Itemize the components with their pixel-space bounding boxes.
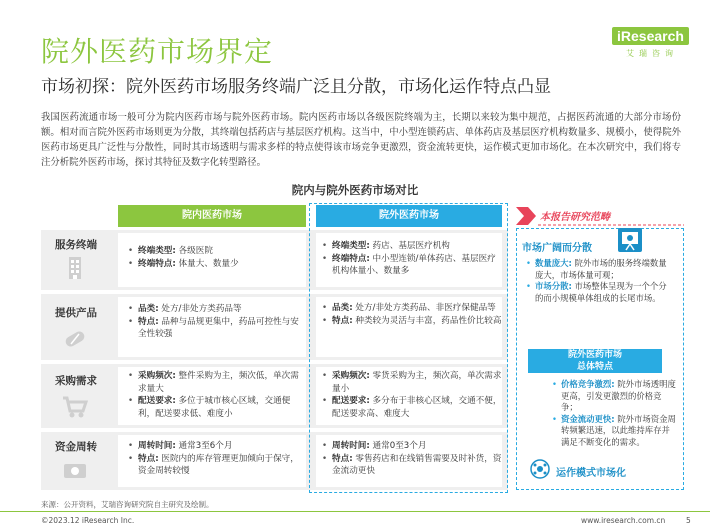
item-value: 零货采购为主，频次高，单次需求量小 <box>332 371 502 394</box>
brand-logo <box>612 26 692 59</box>
cell-service-inside <box>128 245 300 270</box>
pill-line-2: 总体特点 <box>576 361 613 372</box>
overall-features-pill <box>528 349 662 373</box>
cell-purchase-inside <box>128 370 300 420</box>
building-icon <box>60 255 90 281</box>
cell-product-inside <box>128 303 300 341</box>
cell-purchase-outside <box>322 370 502 420</box>
cart-icon <box>60 394 90 420</box>
list-item <box>552 379 678 414</box>
item-value: 处方/非处方类药品等 <box>158 304 242 314</box>
list-item <box>526 281 674 304</box>
scope-points-1 <box>526 258 674 304</box>
list-item <box>128 316 300 341</box>
list-item <box>128 453 300 478</box>
row-label-capital: 资金周转 <box>55 441 97 453</box>
row-label-service: 服务终端 <box>55 239 97 251</box>
item-value: 通常0至3个月 <box>369 441 427 451</box>
list-item <box>128 258 300 271</box>
item-value: 零售药店和在线销售需要及时补货，资金流动更快 <box>332 453 502 476</box>
table-title: 院内与院外医药市场对比 <box>291 183 419 197</box>
brand-name: iResearch <box>612 27 689 45</box>
item-key: 采购频次: <box>138 371 176 381</box>
col-head-outside: 院外医药市场 <box>316 205 502 227</box>
list-item <box>322 253 502 278</box>
item-key: 终端类型: <box>138 246 176 256</box>
intro-paragraph: 我国医药流通市场一般可分为院内医药市场与院外医药市场。院内医药市场以各级医院终端为主，长期以来较为集中规范，占据医药流通的大部分市场份额。相对而言院外医药市场则更为分散，其终端包括药店与基层医疗机构。这当中，中小型连锁药店、单体药店及基层医疗机构数量多、规模小，使得院外医药市场更具广泛性与分散性，同时其市场透明与需求多样的特点使得该市场竞争更激烈，资金流转更快，运作模式更加市场化。在本次研究中，我们将专注分析院外医药市场，探讨其特征及数字化转型路径。 <box>41 112 681 168</box>
item-key: 品类: <box>138 304 159 314</box>
item-key: 价格竞争激烈: <box>561 379 615 389</box>
cell-capital-outside <box>322 440 502 478</box>
item-value: 市场整体呈现为一个个分的而小规模单体组成的长尾市场。 <box>535 281 667 303</box>
pill-line-1: 院外医药市场 <box>567 350 622 360</box>
list-item <box>128 395 300 420</box>
item-key: 配送要求: <box>332 396 370 406</box>
cell-service-outside <box>322 240 502 278</box>
item-key: 数量庞大: <box>535 258 572 268</box>
item-key: 特点: <box>138 453 159 464</box>
list-item <box>322 302 502 315</box>
item-key: 终端特点: <box>138 258 176 269</box>
item-value: 院外市场资金周转频繁迅速，以此维持库存并满足不断变化的需求。 <box>561 413 676 447</box>
item-key: 采购频次: <box>332 371 370 381</box>
website-url: www.iresearch.com.cn <box>581 516 666 525</box>
item-value: 种类较为灵活与丰富，药品性价比较高 <box>352 315 502 326</box>
footer-divider <box>0 511 710 512</box>
cell-product-outside <box>322 302 502 327</box>
item-key: 特点: <box>332 453 353 464</box>
item-value: 体量大、数量少 <box>175 258 239 269</box>
item-key: 品类: <box>332 303 353 313</box>
item-value: 医院内的库存管理更加倾向于保守，资金周转较慢 <box>138 453 299 476</box>
scope-points-2 <box>552 379 678 448</box>
list-item <box>322 240 502 253</box>
item-key: 终端类型: <box>332 241 370 251</box>
item-value: 药店、基层医疗机构 <box>369 241 450 251</box>
list-item <box>128 370 300 395</box>
item-key: 配送要求: <box>138 396 176 406</box>
source-note: 来源：公开资料，艾瑞咨询研究院自主研究及绘制。 <box>41 500 214 509</box>
market-cycle-icon <box>530 459 550 479</box>
list-item <box>322 370 502 395</box>
presentation-board-icon <box>616 226 644 254</box>
page-number: 5 <box>686 516 691 525</box>
list-item <box>552 414 678 449</box>
item-key: 特点: <box>332 315 353 326</box>
list-item <box>128 245 300 258</box>
item-key: 终端特点: <box>332 253 370 264</box>
item-value: 中小型连锁/单体药店、基层医疗机构体量小、数量多 <box>332 253 496 276</box>
item-value: 通常3至6个月 <box>175 441 233 451</box>
copyright: ©2023.12 iResearch Inc. <box>41 516 135 525</box>
item-key: 周转时间: <box>332 441 370 451</box>
list-item <box>128 440 300 453</box>
item-value: 品种与品规更集中，药品可控性与安全性较强 <box>138 316 299 339</box>
page-subtitle: 市场初探：院外医药市场服务终端广泛且分散，市场化运作特点凸显 <box>41 77 551 97</box>
list-item <box>322 395 502 420</box>
list-item <box>526 258 674 281</box>
item-value: 多分布于非核心区域，交通不便，配送要求高、难度大 <box>332 396 502 419</box>
scope-label: 本报告研究范畴 <box>540 212 610 223</box>
list-item <box>322 315 502 328</box>
item-key: 特点: <box>138 316 159 327</box>
item-value: 院外市场的服务终端数量庞大，市场体量可观； <box>535 258 667 280</box>
page-title: 院外医药市场界定 <box>41 35 274 68</box>
scope-footer-label: 运作模式市场化 <box>556 468 626 479</box>
item-key: 市场分散: <box>535 281 572 291</box>
cell-capital-inside <box>128 440 300 478</box>
row-label-product: 提供产品 <box>55 307 97 319</box>
list-item <box>128 303 300 316</box>
col-head-inside: 院内医药市场 <box>118 205 306 227</box>
item-key: 资金流动更快: <box>561 413 615 424</box>
scope-heading: 市场广阔而分散 <box>522 243 592 254</box>
item-value: 多位于城市核心区域，交通便利，配送要求低、难度小 <box>138 396 291 419</box>
money-icon <box>60 458 90 484</box>
list-item <box>322 453 502 478</box>
list-item <box>322 440 502 453</box>
brand-subtitle: 艾瑞咨询 <box>626 49 678 58</box>
item-value: 整件采购为主，频次低，单次需求量大 <box>138 371 299 394</box>
pills-icon <box>60 326 90 352</box>
item-key: 周转时间: <box>138 441 176 451</box>
item-value: 处方/非处方类药品、非医疗保健品等 <box>352 303 496 313</box>
row-label-purchase: 采购需求 <box>55 375 97 387</box>
item-value: 院外市场透明度更高，引发更激烈的价格竞争； <box>561 379 676 412</box>
item-value: 各级医院 <box>175 246 213 256</box>
